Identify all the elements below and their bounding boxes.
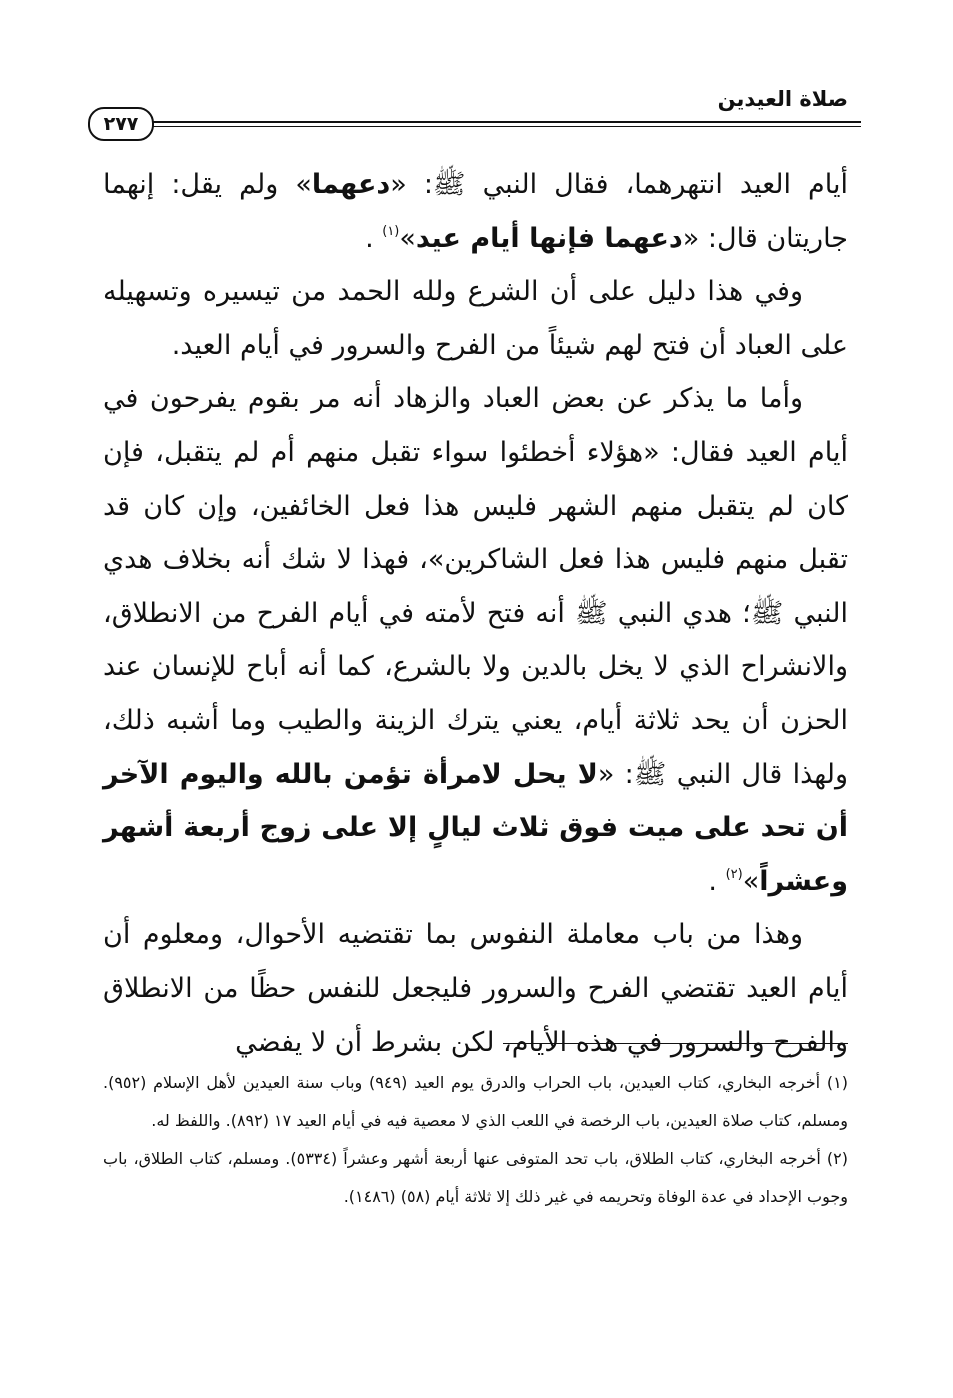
header-rule-thin (150, 126, 861, 127)
hadith-quote-1: دعهما (311, 169, 391, 200)
footnote-separator (503, 1043, 848, 1044)
paragraph-4: وهذا من باب معاملة النفوس بما تقتضيه الأحوال، ومعلوم أن أيام العيد تقتضي الفرح والسرور فليجعل للنفس حظًا من الانطلاق والفرح والسرور في هذه الأيام، لكن بشرط أن لا يفضي (103, 919, 848, 1058)
header-rule-thick (150, 121, 861, 123)
paragraph-3 (103, 372, 848, 908)
paragraph-1-text-1: أيام العيد انتهرهما، فقال النبي ﷺ: « (390, 169, 848, 200)
hadith-quote-3: لا يحل لامرأة تؤمن بالله واليوم الآخر أن تحد على ميت فوق ثلاث ليالٍ إلا على زوج أربعة أشهر وعشراً (103, 758, 848, 897)
running-header-title: صلاة العيدين (717, 87, 848, 111)
paragraph-1-text-2: » ولم يقل: إنهما جاريتان قال: « (103, 169, 848, 254)
hadith-quote-2: دعهما فإنها أيام عيد (415, 222, 683, 254)
footnotes (103, 1064, 848, 1216)
paragraph-1 (103, 158, 848, 265)
paragraph-3-text-2: » (742, 865, 760, 897)
paragraph-3-text-3: . (708, 865, 726, 897)
page-number-badge: ٢٧٧ (88, 107, 154, 141)
paragraph-1-text-3: » (399, 222, 416, 254)
footnote-1: (١) أخرجه البخاري، كتاب العيدين، باب الحراب والدرق يوم العيد (٩٤٩) وباب سنة العيدين لأهل الإسلام (٩٥٢). ومسلم، كتاب صلاة العيدين، باب الرخصة في اللعب الذي لا معصية فيه في أيام العيد ١٧ (٨٩٢). واللفظ له. (103, 1073, 848, 1130)
paragraph-3-text-1: وأما ما يذكر عن بعض العباد والزهاد أنه مر بقوم يفرحون في أيام العيد فقال: «هؤلاء أخطئوا سواء تقبل منهم أم لم يتقبل، فإن كان لم يتقبل منهم الشهر فليس هذا فعل الخائفين، وإن كان قد تقبل منهم فليس هذا فعل الشاكرين»، فهذا لا شك أنه بخلاف هدي النبي ﷺ؛ هدي النبي ﷺ أنه فتح لأمته في أيام الفرح من الانطلاق، والانشراح الذي لا يخل بالدين ولا بالشرع، كما أنه أباح للإنسان عند الحزن أن يحد ثلاثة أيام، يعني يترك الزينة والطيب وما أشبه ذلك، ولهذا قال النبي ﷺ: « (103, 383, 848, 790)
paragraph-1-text-4: . (365, 222, 383, 254)
footnote-2: (٢) أخرجه البخاري، كتاب الطلاق، باب تحد المتوفى عنها أربعة أشهر وعشراً (٥٣٣٤). ومسلم، كتاب الطلاق، باب وجوب الإحداد في عدة الوفاة وتحريمه في غير ذلك إلا ثلاثة أيام (٥٨) (١٤٨٦). (103, 1149, 848, 1206)
main-text (103, 158, 848, 1069)
footnote-marker-2: (٢) (725, 866, 743, 882)
footnote-marker-1: (١) (382, 223, 400, 239)
paragraph-2: وفي هذا دليل على أن الشرع ولله الحمد من تيسيره وتسهيله على العباد أن فتح لهم شيئاً من الفرح والسرور في أيام العيد. (103, 276, 848, 361)
header-rule (150, 121, 861, 128)
